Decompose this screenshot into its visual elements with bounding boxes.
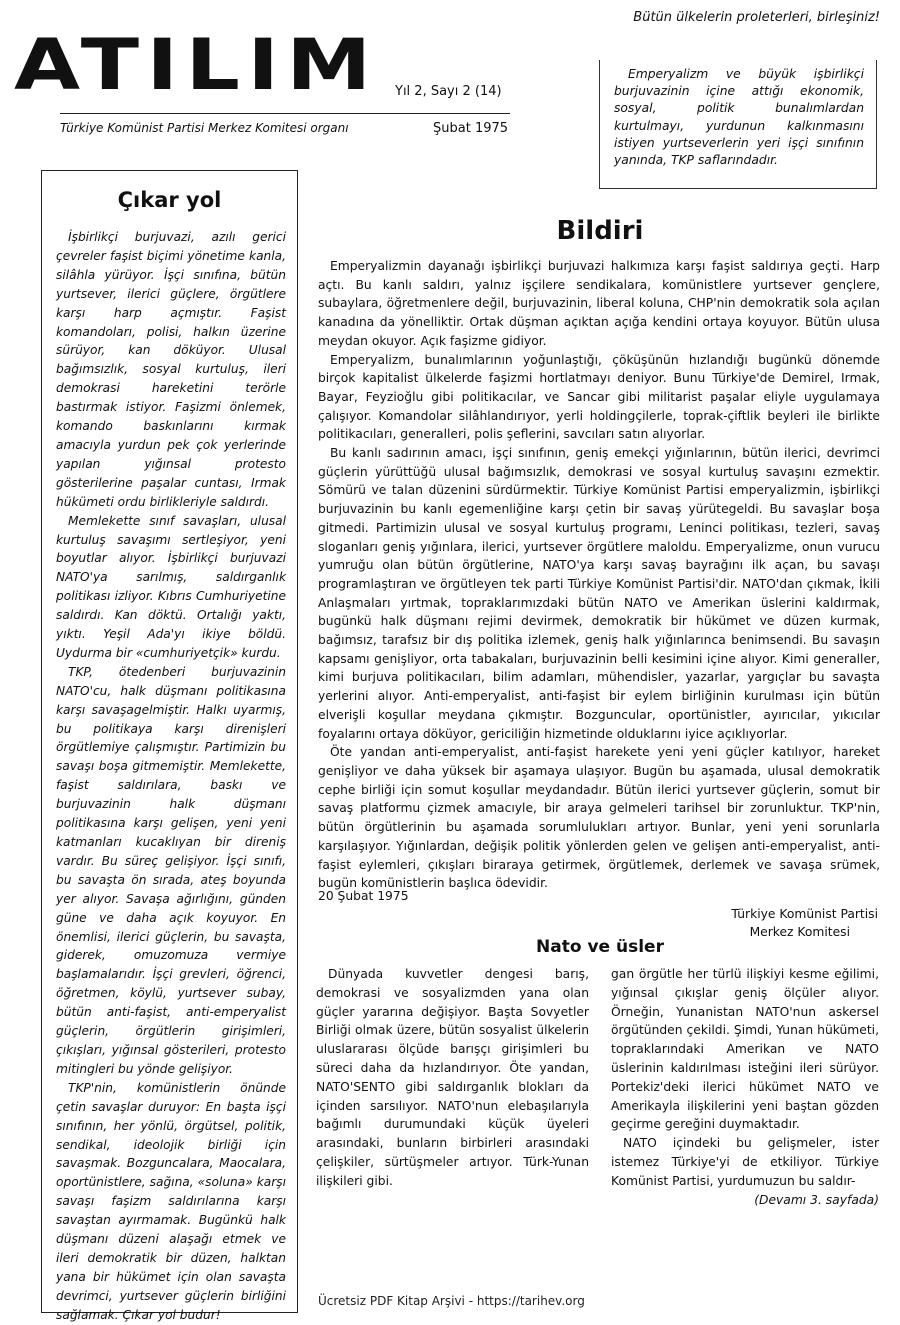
slogan-box: Emperyalizm ve büyük işbirlikçi burjuvazinin içine attığı ekonomik, sosyal, politik bunalımlardan kurtulmayı, yurdunun kalkınmasını istiyen yurtseverlerin yeri işçi sınıfının yanında, TKP saflarındadır. bbox=[599, 60, 877, 189]
signature-committee: Merkez Komitesi bbox=[749, 925, 850, 939]
slogan: Bütün ülkelerin proleterleri, birleşiniz! bbox=[633, 10, 880, 25]
bildiri-paragraph: Öte yandan anti-emperyalist, anti-faşist harekete yeni yeni güçler katılıyor, hareket genişliyor ve daha yüksek bir aşamaya ulaşıyor. Bugün bu aşamada, ulusal demokratik cephe birliği için somut koşullar meydandadır. Bütün ilerici yurtsever güçlerin, somut bir savaş platformu çizmek amacıyle, bir araya gelmeleri tarihsel bir zorunluktur. TKP'nin, bütün örgütlerinin bu aşamada sorumlulukları artıyor. Bunlar, yeni yeni sorunlarla karşılaşıyor. Yığınlardan, değişik politik yönlerden gelen ve gelişen anti-emperyalist, anti-faşist eylemleri, çıkışları biraraya getirmek, örgütlemek, derlemek ve savaşa srümek, bugün komünistlerin başlıca ödevidir. bbox=[318, 745, 880, 891]
bildiri-body bbox=[318, 257, 880, 893]
cikar-yol-body bbox=[56, 228, 286, 1325]
cikar-yol-title: Çıkar yol bbox=[117, 188, 222, 212]
bildiri-title: Bildiri bbox=[556, 216, 644, 246]
cikar-yol-paragraph: TKP'nin, komünistlerin önünde çetin savaşlar duruyor: En başta işçi sınıfının, her yönlü, örgütsel, politik, sendikal, ideolojik birliği için savaşmak. Bozguncalara, Maocalara, oportünistlere, sağına, «soluna» karşı savaşı faşizm saldırılarına karşı savaştan ayırmamak. Bugünkü halk düşmanı düzeni alaşağı etmek ve ileri demokratik bir düzen, halktan yana bir hükümet için olan savaşta devrimci, yurtsever güçlerin birliğini sağlamak. Çıkar yol budur! bbox=[56, 1080, 286, 1322]
cikar-yol-paragraph: Memlekette sınıf savaşları, ulusal kurtuluş savaşımı sertleşiyor, yeni boyutlar alıyor. İşbirlikçi burjuvazi NATO'ya sarılmış, saldırganlık politikası izliyor. Kıbrıs Cumhuriyetine saldırdı. Kan döktü. Ortalığı yaktı, yıktı. Yeşil Ada'yı ikiye böldü. Uydurma bir «cumhuriyetçik» kurdu. bbox=[56, 513, 286, 660]
bildiri-paragraph: Emperyalizm, bunalımlarının yoğunlaştığı, çöküşünün hızlandığı bugünkü dönemde birçok kapitalist ülkelerde faşizmi hortlatmayı deniyor. Bunu Türkiye'de Demirel, Irmak, Bayar, Feyzioğlu gibi politikacılar, ve Sancar gibi militarist paşalar eliyle uygulamaya çalışıyor. Komandolar silâhlandırıyor, yerli holdingçilerle, toprak-çiftlik beyleri ile birlikte politikacıları, generalleri, polis şeflerini, savcıları satın alıyorlar. bbox=[318, 352, 880, 442]
issue-number: Yıl 2, Sayı 2 (14) bbox=[395, 84, 502, 99]
nato-paragraph: NATO içindeki bu gelişmeler, ister istemez Türkiye'yi de etkiliyor. Türkiye Komünist Partisi, yurdumuzun bu saldır- bbox=[611, 1136, 879, 1188]
bildiri-paragraph: Emperyalizmin dayanağı işbirlikçi burjuvazi halkımıza karşı faşist saldırıya geçti. Harp açtı. Bu kanlı saldırı, yalnız işçilere sendikalara, komünistlere yurtsever gençlere, subaylara, öğretmenlere değil, burjuvazinin, liberal koluna, CHP'nin demokratik sola açılan kanadına da yönelliktir. Ortak düşman açıktan açığa kendini ortaya koyuyor. Bütün ulusa meydan okuyor. Açık faşizme gidiyor. bbox=[318, 259, 880, 348]
bildiri-date: 20 Şubat 1975 bbox=[318, 889, 409, 903]
signature-party: Türkiye Komünist Partisi bbox=[731, 907, 878, 921]
bildiri-paragraph: Bu kanlı sadırının amacı, işçi sınıfının, geniş emekçi yığınlarının, bütün ilerici, devrimci güçlerin yürüttüğü ulusal bağımsızlık, demokrasi ve sosyal kurtuluş savaşını ezmektir. Sömürü ve talan düzenini sürdürmektir. Türkiye Komünist Partisi emperyalizmin, işbirlikçi burjuvazinin bu kanlı egemenliğine karşı çetin bir savaş yürütegeldi. Bu savaşlar boşa gitmedi. Partimizin ulusal ve sosyal kurtuluş programı, Leninci politikası, tezleri, savaş sloganları geniş yığınlara, ilerici, yurtsever örgütlere maloldu. Emperyalizme, onun vurucu yumruğu olan bütün örgütlerine, NATO'ya karşı savaş bayrağını ilk açan, bu savaşı programlaştıran ve örgütleyen tek parti Türkiye Komünist Partisi'dir. NATO'dan çıkmak, İkili Anlaşmaları yırtmak, topraklarımızdaki bütün NATO ve Amerikan üslerini kaldırmak, bugünkü halk düşmanı rejimi devirmek, demokratik bir hükümet ve düzen kurmak, bağımsız, tarafsız bir dış politika izlemek, geniş halk yığınlarınca benimsendi. Bu savaşın kapsamı genişliyor, orta tabakaları, burjuvazinin belli kesimini içine alıyor. Kimi generaller, kimi burjuva politikacıları, bilim adamları, mühendisler, yazarlar, yargıçlar bu savaşta yerlerini alıyor. Anti-emperyalist, anti-faşist bir eylem birliğinin kurulması için bütün elverişli koşullar meydana çıkmıştır. Bozguncular, oportünistler, ayırıcılar, yıkıcılar foyalarını ortaya döküyor, gericiliğin hizmetinde olduklarını iyice açıklıyorlar. bbox=[318, 446, 880, 741]
continued-note: (Devamı 3. sayfada) bbox=[754, 1192, 879, 1207]
footer-watermark: Ücretsiz PDF Kitap Arşivi - https://tarihev.org bbox=[318, 1294, 585, 1308]
bildiri-signature bbox=[620, 905, 878, 941]
organ-line: Türkiye Komünist Partisi Merkez Komitesi organı bbox=[60, 121, 349, 135]
masthead-logo: ATILIM bbox=[14, 24, 379, 106]
masthead-divider bbox=[60, 113, 510, 114]
nato-column-2 bbox=[611, 965, 879, 1209]
nato-paragraph: gan örgütle her türlü ilişkiyi kesme eğilimi, yığınsal çıkışlar geniş ölçüler alıyor. Örneğin, Yunanistan NATO'nun askersel örgütünden çekildi. Şimdi, Yunan hükümeti, topraklarındaki Amerikan ve NATO üslerinin kaldırılması isteğini ileri sürüyor. Portekiz'deki ilerici hükümet NATO ve Amerikayla ilişkilerini yeni baştan gözden geçirme gereğini duymaktadır. bbox=[611, 967, 879, 1132]
nato-paragraph: Dünyada kuvvetler dengesi barış, demokrasi ve sosyalizmden yana olan güçler yararına değişiyor. Başta Sovyetler Birliği olmak üzere, bütün sosyalist ülkelerin uluslararası ölçüde barışçı girişimleri bu süreci daha da hızlandırıyor. Öte yandan, NATO'SENTO gibi saldırganlık blokları da içinden sarsılıyor. NATO'nun elebaşılarıyla bağımlı durumundaki küçük üyeleri arasındaki, bunların birbirleri arasındaki çelişkiler, sürtüşmeler artıyor. Türk-Yunan ilişkileri gibi. bbox=[316, 967, 589, 1188]
issue-date: Şubat 1975 bbox=[433, 121, 509, 136]
cikar-yol-paragraph: İşbirlikçi burjuvazi, azılı gerici çevreler faşist biçimi yönetime kanla, silâhla yürüyor. İşçi sınıfına, bütün yurtsever, ilerici güçlere, örgütlere karşı harp açmıştır. Faşist komandoları, polisi, halkın üzerine sürüyor, kan döküyor. Ulusal bağımsızlık, sosyal kurtuluş, ileri demokrasi hareketini terörle bastırmak istiyor. Faşizmi önlemek, komando baskınlarını kırmak amacıyla yurdun pek çok yerlerinde yapılan yığınsal protesto gösterilerine paşalar cuntası, Irmak hükümeti ordu birlikleriyle saldırdı. bbox=[56, 230, 286, 509]
nato-column-1 bbox=[316, 965, 589, 1191]
cikar-yol-paragraph: TKP, ötedenberi burjuvazinin NATO'cu, halk düşmanı politikasına karşı savaşagelmiştir. Halkı uyarmış, bu politikaya karşı direnişleri örgütlemiye çalışmıştır. Partimizin bu savaşı boşa gitmemiştir. Memlekette, faşist saldırılara, baskı ve burjuvazinin halk düşmanı politikasına karşı gelişen, yeni yeni katmanları kucaklıyan bir direniş vardır. Bu süreç gelişiyor. İşçi sınıfı, bu savaşta ön sırada, ateş boyunda yer alıyor. Savaşa ağırlığını, günden güne ve daha açık koyuyor. En önemlisi, ilerici güçlerin, bu savaşta, giderek, omuzomuza vermiye başlamalarıdır. İşçi grevleri, öğrenci, öğretmen, köylü, yurtsever subay, bütün anti-faşist, anti-emperyalist güçlerin, örgütlerin girişimleri, çıkışları, yığınsal gösterileri, protesto mitingleri bu yönde gelişiyor. bbox=[56, 664, 286, 1076]
nato-title: Nato ve üsler bbox=[536, 937, 664, 957]
